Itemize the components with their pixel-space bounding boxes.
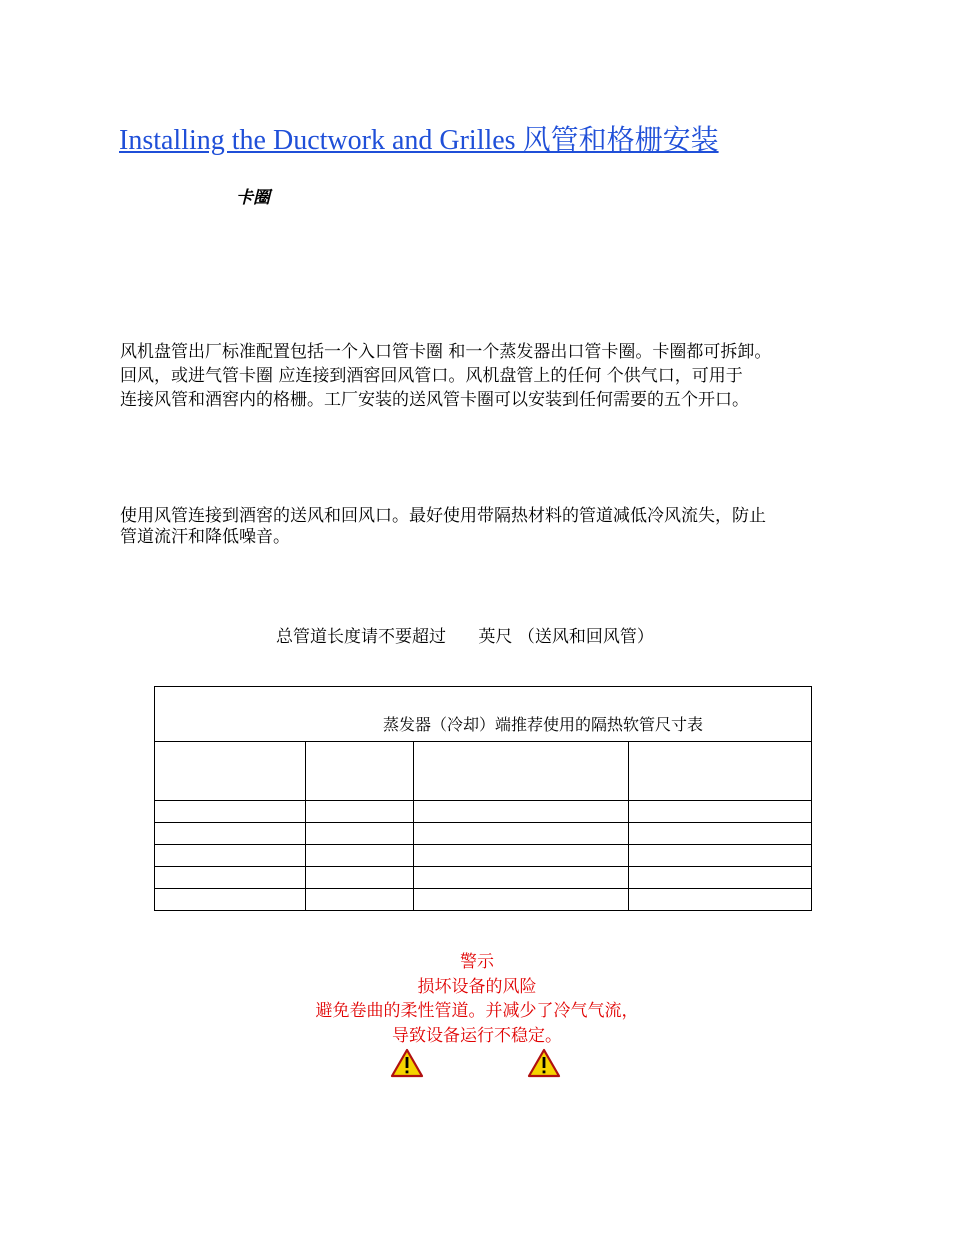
paragraph-line: 回风，或进气管卡圈 应连接到酒窖回风管口。风机盘管上的任何 个供气口，可用于	[120, 366, 743, 386]
warning-triangle-icon	[527, 1048, 561, 1078]
table-cell	[629, 889, 812, 911]
paragraph-line: 使用风管连接到酒窖的送风和回风口。最好使用带隔热材料的管道减低冷风流失，防止	[120, 506, 766, 526]
warning-line: 导致设备运行不稳定。	[392, 1025, 562, 1046]
table-cell	[306, 867, 414, 889]
table-header-cell	[155, 742, 306, 801]
table-cell	[414, 889, 629, 911]
paragraph-ductwork	[120, 506, 766, 548]
table-cell	[414, 801, 629, 823]
table-row	[155, 845, 812, 867]
subheading-collars: 卡圈	[236, 188, 270, 208]
table-cell	[629, 801, 812, 823]
table-row	[155, 823, 812, 845]
table-cell	[629, 867, 812, 889]
table-cell	[414, 845, 629, 867]
section-title-link[interactable]: Installing the Ductwork and Grilles 风管和格栅安装	[119, 125, 719, 156]
warning-triangle-icon	[390, 1048, 424, 1078]
table-cell	[629, 823, 812, 845]
table-cell	[155, 801, 306, 823]
duct-length-note: 总管道长度请不要超过 英尺 （送风和回风管）	[276, 627, 654, 647]
table-header-cell	[629, 742, 812, 801]
table-cell	[306, 845, 414, 867]
duct-size-table	[154, 686, 812, 911]
table-cell	[306, 889, 414, 911]
table-header-row	[155, 742, 812, 801]
warning-line: 避免卷曲的柔性管道。并减少了冷气气流，	[315, 1001, 639, 1021]
table-cell	[155, 845, 306, 867]
table-cell	[306, 823, 414, 845]
table-row	[155, 801, 812, 823]
table-cell	[155, 823, 306, 845]
table-cell	[629, 845, 812, 867]
warning-line: 损坏设备的风险	[417, 976, 537, 997]
table-header-cell	[306, 742, 414, 801]
table-cell	[155, 889, 306, 911]
table-cell	[155, 867, 306, 889]
paragraph-collars	[120, 340, 771, 412]
paragraph-line: 连接风管和酒窖内的格栅。工厂安装的送风管卡圈可以安装到任何需要的五个开口。	[120, 390, 749, 410]
warning-block	[0, 950, 954, 1048]
table-cell	[306, 801, 414, 823]
table-row	[155, 889, 812, 911]
table-row	[155, 867, 812, 889]
paragraph-line: 风机盘管出厂标准配置包括一个入口管卡圈 和一个蒸发器出口管卡圈。卡圈都可拆卸。	[120, 342, 772, 362]
table-cell	[414, 867, 629, 889]
paragraph-line: 管道流汗和降低噪音。	[120, 527, 290, 547]
warning-title: 警示	[460, 952, 494, 972]
table-cell	[414, 823, 629, 845]
table-caption: 蒸发器（冷却）端推荐使用的隔热软管尺寸表	[155, 687, 812, 742]
table-header-cell	[414, 742, 629, 801]
